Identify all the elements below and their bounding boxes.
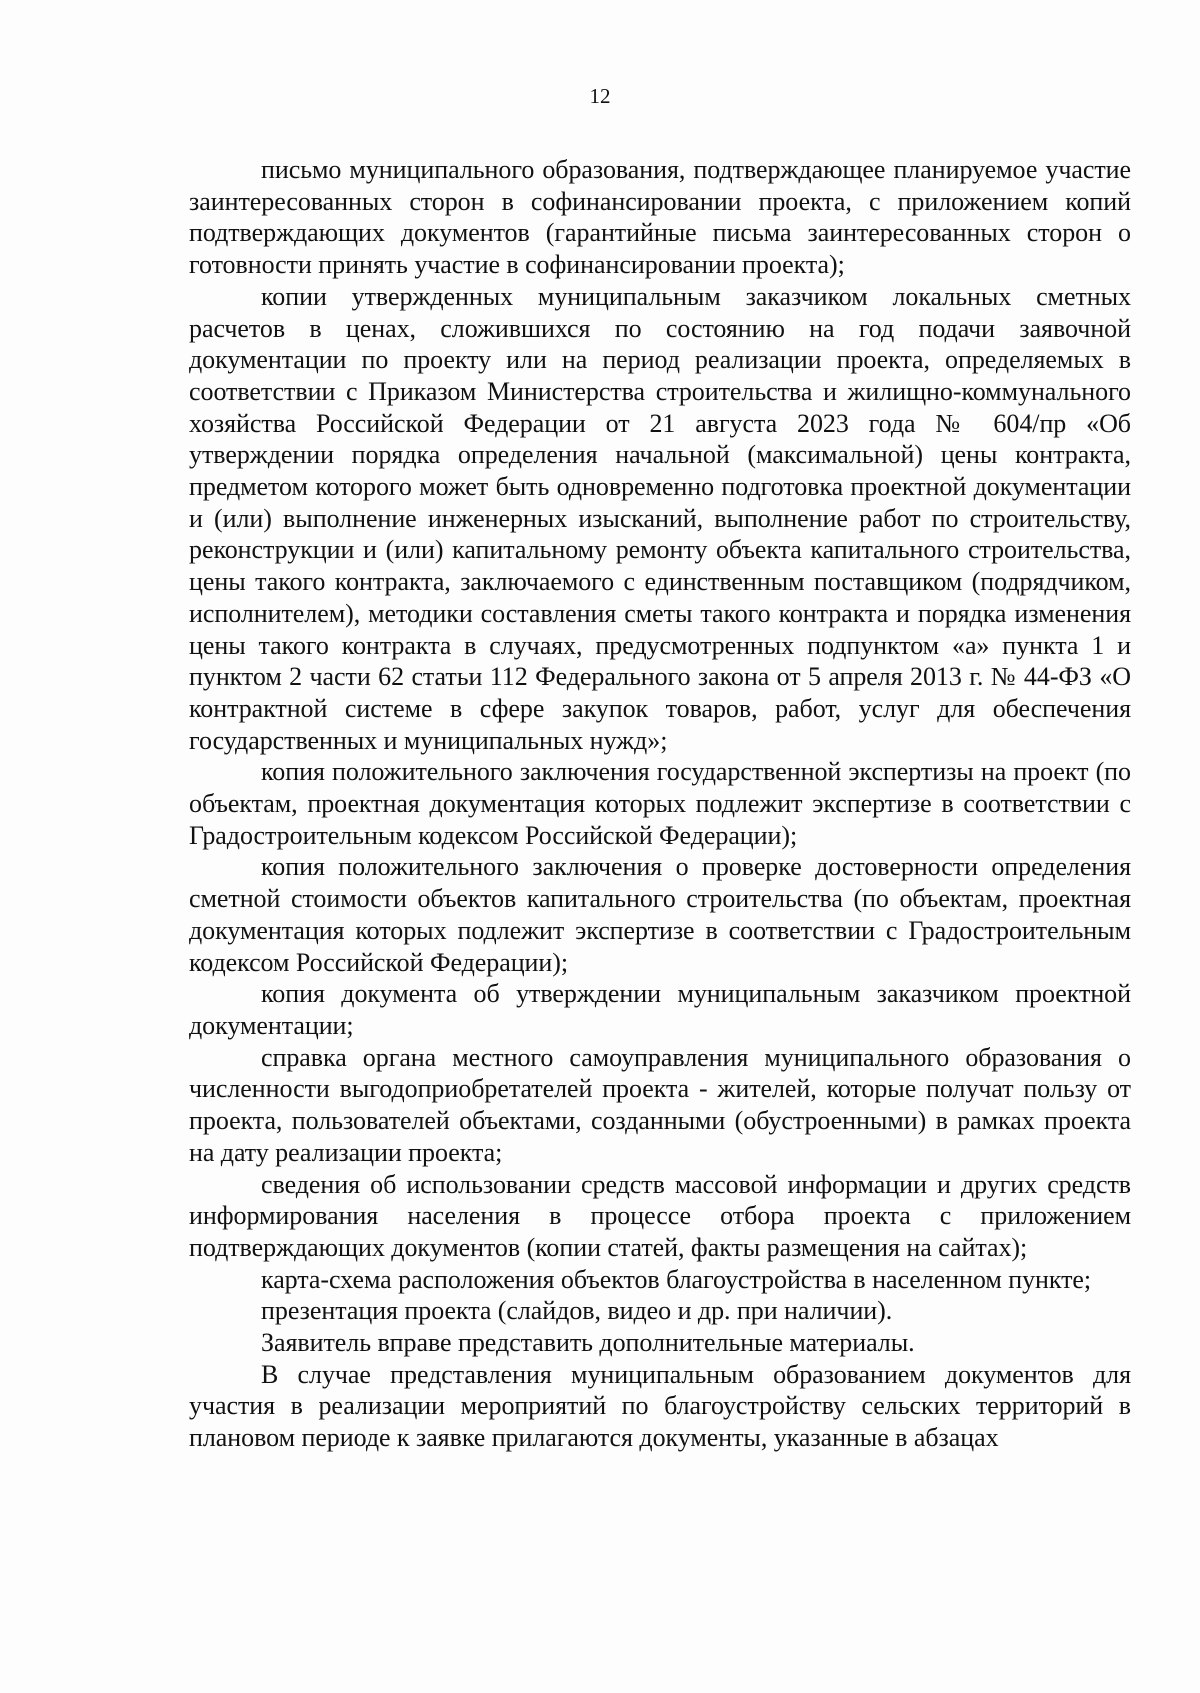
paragraph-state-expertise: копия положительного заключения государственной экспертизы на проект (по объектам, проектная документация которых подлежит экспертизе в соответствии с Градостроительным кодексом Российской Федерации); [189,757,1131,850]
paragraph-mass-media: сведения об использовании средств массовой информации и других средств информирования населения в процессе отбора проекта с приложением подтверждающих документов (копии статей, факты размещения на сайтах); [189,1169,1131,1262]
paragraph-guarantee-letter: письмо муниципального образования, подтверждающее планируемое участие заинтересованных сторон в софинансировании проекта, с приложением копий подтверждающих документов (гарантийные письма заинтересованных сторон о готовности принять участие в софинансировании проекта); [189,155,1131,280]
paragraph-site-map: карта-схема расположения объектов благоустройства в населенном пункте; [261,1264,1092,1294]
paragraph-additional-materials: Заявитель вправе представить дополнительные материалы. [261,1328,915,1358]
paragraph-estimate-copies: копии утвержденных муниципальным заказчиком локальных сметных расчетов в ценах, сложившихся по состоянию на год подачи заявочной документации по проекту или на период реализации проекта, определяемых в соответствии с Приказом Министерства строительства и жилищно-коммунального хозяйства Российской Федерации от 21 августа 2023 года № 604/пр «Об утверждении порядка определения начальной (максимальной) цены контракта, предметом которого может быть одновременно подготовка проектной документации и (или) выполнение инженерных изысканий, выполнение работ по строительству, реконструкции и (или) капитальному ремонту объекта капитального строительства, цены такого контракта, заключаемого с единственным поставщиком (подрядчиком, исполнителем), методики составления сметы такого контракта и порядка изменения цены такого контракта в случаях, предусмотренных подпунктом «а» пункта 1 и пунктом 2 части 62 статьи 112 Федерального закона от 5 апреля 2013 г. № 44-ФЗ «О контрактной системе в сфере закупок товаров, работ, услуг для обеспечения государственных и муниципальных нужд»; [189,281,1131,755]
paragraph-beneficiaries-certificate: справка органа местного самоуправления муниципального образования о численности выгодоприобретателей проекта - жителей, которые получат пользу от проекта, пользователей объектами, созданными (обустроенными) в рамках проекта на дату реализации проекта; [189,1042,1131,1167]
paragraph-design-approval: копия документа об утверждении муниципальным заказчиком проектной документации; [189,979,1131,1040]
paragraph-planning-period: В случае представления муниципальным образованием документов для участия в реализации мероприятий по благоустройству сельских территорий в плановом периоде к заявке прилагаются документы, указанные в абзацах [189,1359,1131,1453]
page-number: 12 [589,84,611,108]
document-body [189,154,1131,1454]
paragraph-presentation: презентация проекта (слайдов, видео и др. при наличии). [261,1296,893,1326]
paragraph-cost-reliability: копия положительного заключения о проверке достоверности определения сметной стоимости объектов капитального строительства (по объектам, проектная документация которых подлежит экспертизе в соответствии с Градостроительным кодексом Российской Федерации); [189,852,1131,977]
